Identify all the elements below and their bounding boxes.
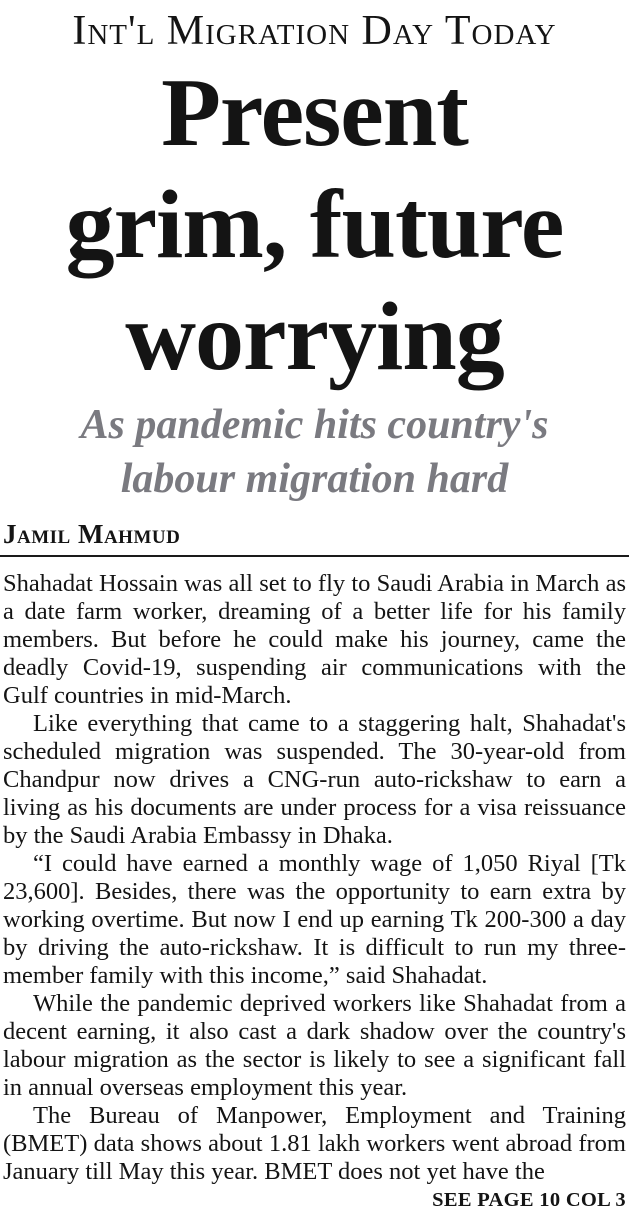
kicker: Int'l Migration Day Today <box>72 8 557 54</box>
byline: Jamil Mahmud <box>3 518 181 549</box>
article-body <box>3 570 626 1186</box>
subheadline-line-2: labour migration hard <box>120 456 509 503</box>
subheadline-line-1: As pandemic hits country's <box>80 402 549 449</box>
paragraph-5: The Bureau of Manpower, Employment and Training (BMET) data shows about 1.81 lakh workers went abroad from January till May this year. BMET does not yet have the <box>3 1101 626 1185</box>
headline-line-3: worrying <box>125 282 504 391</box>
byline-rule <box>0 555 629 557</box>
continuation-note: SEE PAGE 10 COL 3 <box>432 1188 626 1211</box>
paragraph-2: Like everything that came to a staggering halt, Shahadat's scheduled migration was suspended. The 30-year-old from Chandpur now drives a CNG-run auto-rickshaw to earn a living as his documents are under process for a visa reissuance by the Saudi Arabia Embassy in Dhaka. <box>3 709 626 849</box>
paragraph-1: Shahadat Hossain was all set to fly to Saudi Arabia in March as a date farm worker, dreaming of a better life for his family members. But before he could make his journey, came the deadly Covid-19, suspending air communications with the Gulf countries in mid-March. <box>3 569 626 709</box>
headline <box>3 58 626 393</box>
headline-line-1: Present <box>161 59 468 168</box>
paragraph-3: “I could have earned a monthly wage of 1,050 Riyal [Tk 23,600]. Besides, there was the opportunity to earn extra by working overtime. But now I end up earning Tk 200-300 a day by driving the auto-rickshaw. It is difficult to run my three-member family with this income,” said Shahadat. <box>3 849 626 989</box>
headline-line-2: grim, future <box>65 170 564 279</box>
subheadline <box>3 399 626 507</box>
paragraph-4: While the pandemic deprived workers like Shahadat from a decent earning, it also cast a dark shadow over the country's labour migration as the sector is likely to see a significant fall in annual overseas employment this year. <box>3 989 626 1101</box>
